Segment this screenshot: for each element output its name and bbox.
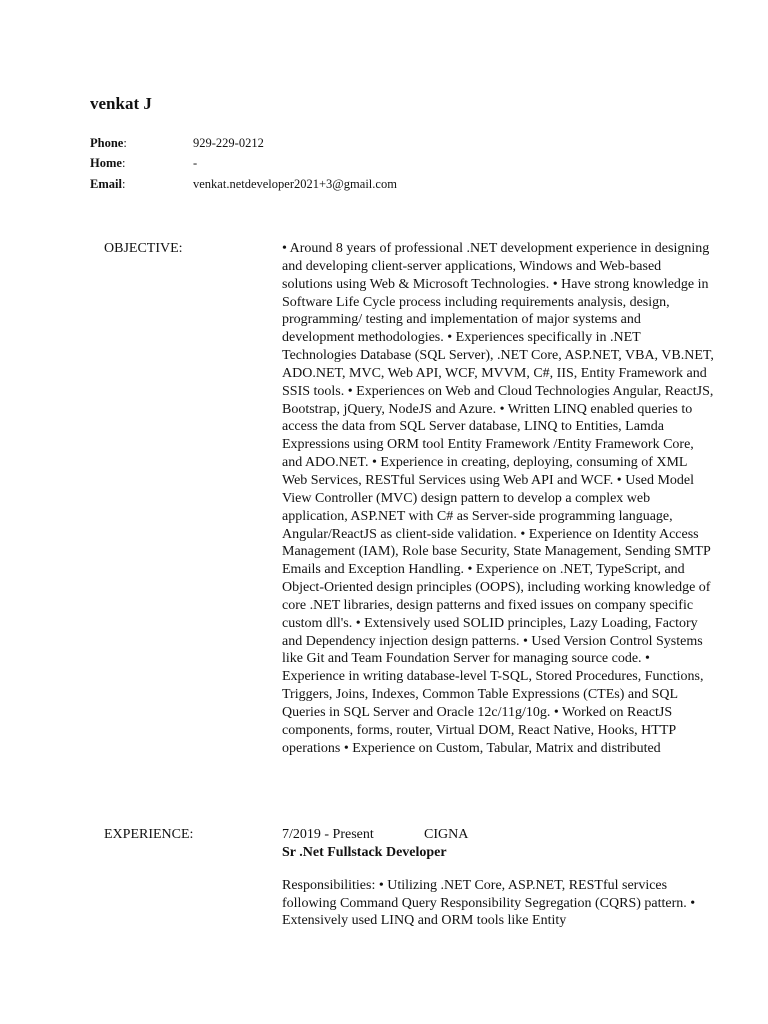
objective-text: • Around 8 years of professional .NET development experience in designing and developing client-server applications, Windows and Web-based solutions using Web & Microsoft Technologies. • Have strong knowledge in Software Life Cycle process including requirements analysis, design, programming/ testing and implementation of major systems and development methodologies. • Experiences specifically in .NET Technologies Database (SQL Server), .NET Core, ASP.NET, VBA, VB.NET, ADO.NET, MVC, Web API, WCF, MVVM, C#, IIS, Entity Framework and SSIS tools. • Experiences on Web and Cloud Technologies Angular, ReactJS, Bootstrap, jQuery, NodeJS and Azure. • Written LINQ enabled queries to access the data from SQL Server database, LINQ to Entities, Lamda Expressions using ORM tool Entity Framework /Entity Framework Core, and ADO.NET. • Experience in creating, deploying, consuming of XML Web Services, RESTful Services using Web API and WCF. • Used Model View Controller (MVC) design pattern to develop a complex web application, ASP.NET with C# as Server-side programming language, Angular/ReactJS as client-side validation. • Experience on Identity Access Management (IAM), Role base Security, State Management, Sending SMTP Emails and Exception Handling. • Experience on .NET, TypeScript, and Object-Oriented design principles (OOPS), including working knowledge of core .NET libraries, design patterns and fixed issues on company specific custom dll's. • Extensively used SOLID principles, Lazy Loading, Factory and Dependency injection design patterns. • Used Version Control Systems like Git and Team Foundation Server for managing source code. • Experience in writing database-level T-SQL, Stored Procedures, Functions, Triggers, Joins, Indexes, Common Table Expressions (CTEs) and SQL Queries in SQL Server and Oracle 12c/11g/10g. • Worked on ReactJS components, forms, router, Virtual DOM, React Native, Hooks, HTTP operations • Experience on Custom, Tabular, Matrix and distributed	[282, 241, 714, 756]
email-value: venkat.netdeveloper2021+3@gmail.com	[193, 177, 397, 191]
email-label-wrap: Email:	[90, 177, 126, 191]
phone-label-wrap: Phone:	[90, 136, 127, 150]
home-label-wrap: Home:	[90, 156, 126, 170]
email-label: Email	[90, 177, 122, 191]
phone-value: 929-229-0212	[193, 136, 264, 150]
contact-row-home	[90, 156, 197, 171]
contact-row-phone	[90, 136, 264, 151]
contact-row-email	[90, 177, 397, 192]
experience-entry	[282, 826, 714, 930]
objective-label: OBJECTIVE:	[104, 241, 183, 256]
phone-label: Phone	[90, 136, 124, 150]
candidate-name: venkat J	[90, 94, 152, 113]
experience-responsibilities: Responsibilities: • Utilizing .NET Core, ASP.NET, RESTful services following Command Query Responsibility Segregation (CQRS) pattern. • Extensively used LINQ and ORM tools like Entity	[282, 877, 696, 929]
experience-label: EXPERIENCE:	[104, 827, 194, 842]
home-label: Home	[90, 156, 122, 170]
experience-header	[282, 826, 714, 844]
experience-job-title: Sr .Net Fullstack Developer	[282, 844, 447, 860]
experience-company: CIGNA	[424, 827, 469, 842]
experience-date-range: 7/2019 - Present	[282, 827, 374, 842]
home-value: -	[193, 156, 198, 170]
